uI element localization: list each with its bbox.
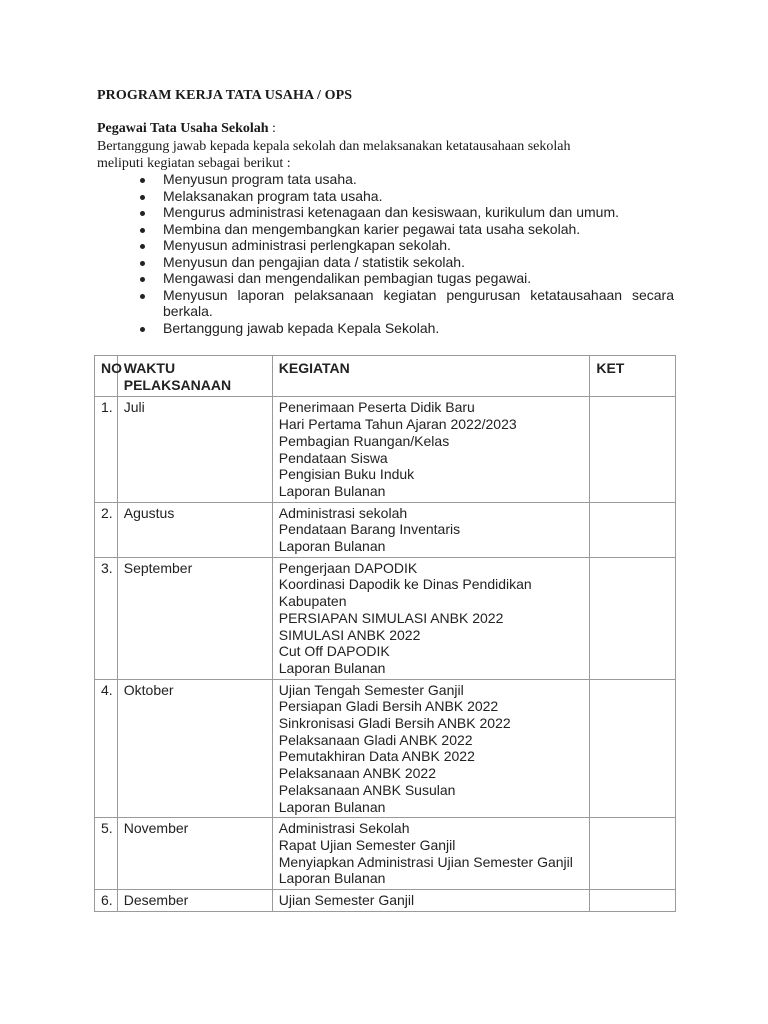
duty-item: Menyusun program tata usaha. <box>140 171 674 188</box>
activity-item: Cut Off DAPODIK <box>278 643 390 660</box>
role-heading <box>97 121 276 137</box>
activity-item: Pemutakhiran Data ANBK 2022 <box>278 748 475 765</box>
duty-item: Membina dan mengembangkan karier pegawai tata usaha sekolah. <box>140 221 674 238</box>
activity-item: Pengerjaan DAPODIK <box>278 559 418 576</box>
activity-item: Sinkronisasi Gladi Bersih ANBK 2022 <box>278 715 511 732</box>
cell-ket <box>590 818 676 890</box>
duty-item: Bertanggung jawab kepada Kepala Sekolah. <box>140 320 674 337</box>
activity-item: Administrasi sekolah <box>278 504 408 521</box>
role-label: Pegawai Tata Usaha Sekolah <box>97 121 269 136</box>
activity-item: Administrasi Sekolah <box>278 820 410 837</box>
activity-item: Koordinasi Dapodik ke Dinas Pendidikan Kabupaten <box>278 576 532 610</box>
activity-item: Ujian Semester Ganjil <box>278 892 415 909</box>
duty-item: Mengawasi dan mengendalikan pembagian tugas pegawai. <box>140 270 674 287</box>
cell-waktu: Desember <box>117 890 272 912</box>
activity-item: Ujian Tengah Semester Ganjil <box>278 681 464 698</box>
cell-ket <box>590 502 676 557</box>
activity-item: PERSIAPAN SIMULASI ANBK 2022 <box>278 609 504 626</box>
cell-waktu: November <box>117 818 272 890</box>
activity-item: Pelaksanaan ANBK Susulan <box>278 781 456 798</box>
cell-kegiatan <box>272 397 590 502</box>
duty-item: Menyusun laporan pelaksanaan kegiatan pengurusan ketatausahaan secara berkala. <box>140 287 674 320</box>
activity-item: Laporan Bulanan <box>278 870 386 887</box>
cell-ket <box>590 397 676 502</box>
activity-item: Laporan Bulanan <box>278 659 386 676</box>
activity-item: Pengisian Buku Induk <box>278 466 415 483</box>
header-waktu: WAKTU PELAKSANAAN <box>117 356 272 397</box>
header-ket: KET <box>590 356 676 397</box>
activity-item: Persiapan Gladi Bersih ANBK 2022 <box>278 698 499 715</box>
duties-list <box>140 171 674 336</box>
duty-item: Melaksanakan program tata usaha. <box>140 188 674 205</box>
duty-item: Menyusun administrasi perlengkapan sekolah. <box>140 237 674 254</box>
document-title: PROGRAM KERJA TATA USAHA / OPS <box>97 88 353 103</box>
table-row <box>95 502 676 557</box>
cell-kegiatan <box>272 557 590 679</box>
cell-ket <box>590 679 676 818</box>
cell-waktu: September <box>117 557 272 679</box>
activity-item: Penerimaan Peserta Didik Baru <box>278 399 475 416</box>
intro-paragraph <box>97 139 657 172</box>
intro-line: meliputi kegiatan sebagai berikut : <box>97 155 291 171</box>
table-header-row <box>95 356 676 397</box>
duty-item: Mengurus administrasi ketenagaan dan kesiswaan, kurikulum dan umum. <box>140 204 674 221</box>
cell-kegiatan <box>272 818 590 890</box>
cell-kegiatan <box>272 890 590 912</box>
cell-no: 2. <box>95 502 118 557</box>
activity-item: Rapat Ujian Semester Ganjil <box>278 836 456 853</box>
cell-waktu: Agustus <box>117 502 272 557</box>
duty-item: Menyusun dan pengajian data / statistik sekolah. <box>140 254 674 271</box>
activity-item: Laporan Bulanan <box>278 482 386 499</box>
cell-ket <box>590 890 676 912</box>
activity-item: Pelaksanaan Gladi ANBK 2022 <box>278 731 473 748</box>
activity-item: Laporan Bulanan <box>278 538 386 555</box>
role-suffix: : <box>268 121 276 136</box>
table-body <box>95 397 676 911</box>
activity-item: Pelaksanaan ANBK 2022 <box>278 765 436 782</box>
cell-waktu: Oktober <box>117 679 272 818</box>
cell-no: 3. <box>95 557 118 679</box>
activity-item: Pendataan Barang Inventaris <box>278 521 461 538</box>
activity-item: SIMULASI ANBK 2022 <box>278 626 421 643</box>
table-row <box>95 890 676 912</box>
intro-line: Bertanggung jawab kepada kepala sekolah dan melaksanakan ketatausahaan sekolah <box>97 139 571 154</box>
table-row <box>95 397 676 502</box>
cell-kegiatan <box>272 502 590 557</box>
cell-no: 4. <box>95 679 118 818</box>
cell-no: 1. <box>95 397 118 502</box>
table-row <box>95 557 676 679</box>
activity-item: Pembagian Ruangan/Kelas <box>278 432 450 449</box>
table-row <box>95 818 676 890</box>
header-kegiatan: KEGIATAN <box>272 356 590 397</box>
program-table <box>94 355 676 912</box>
activity-item: Hari Pertama Tahun Ajaran 2022/2023 <box>278 416 517 433</box>
activity-item: Pendataan Siswa <box>278 449 388 466</box>
activity-item: Menyiapkan Administrasi Ujian Semester Ganjil <box>278 853 573 870</box>
table-row <box>95 679 676 818</box>
cell-no: 6. <box>95 890 118 912</box>
cell-ket <box>590 557 676 679</box>
header-no: NO <box>95 356 118 397</box>
cell-waktu: Juli <box>117 397 272 502</box>
cell-no: 5. <box>95 818 118 890</box>
activity-item: Laporan Bulanan <box>278 798 386 815</box>
cell-kegiatan <box>272 679 590 818</box>
